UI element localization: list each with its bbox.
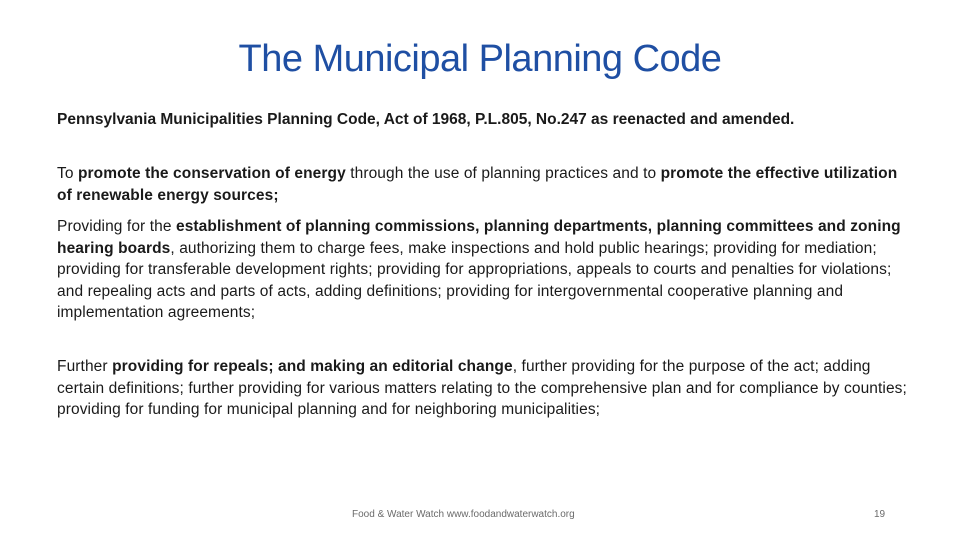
slide-title: The Municipal Planning Code bbox=[238, 38, 722, 80]
paragraph-commissions bbox=[57, 216, 907, 324]
act-citation: Pennsylvania Municipalities Planning Code, Act of 1968, P.L.805, No.247 as reenacted and amended. bbox=[57, 111, 795, 128]
paragraph-emphasis: promote the effective utilization of renewable energy sources; bbox=[57, 165, 898, 204]
paragraph-emphasis: promote the conservation of energy bbox=[77, 165, 346, 182]
paragraph-repeals bbox=[57, 356, 907, 421]
paragraph-text: Further bbox=[57, 358, 113, 375]
footer-source: Food & Water Watch www.foodandwaterwatch.org bbox=[352, 509, 575, 520]
paragraph-text: through the use of planning practices and to bbox=[345, 165, 661, 182]
paragraph-energy bbox=[57, 163, 907, 206]
paragraph-emphasis: establishment of planning commissions, planning departments, planning committees and zoning hearing boards bbox=[57, 218, 901, 257]
page-number: 19 bbox=[874, 509, 886, 520]
paragraph-text: Providing for the bbox=[57, 218, 176, 235]
paragraph-text: To bbox=[57, 165, 78, 182]
paragraph-emphasis: providing for repeals; and making an editorial change bbox=[112, 358, 513, 375]
paragraph-text: , authorizing them to charge fees, make inspections and hold public hearings; providing for mediation; providing for transferable development rights; providing for appropriations, appeals to courts and penalties for violations; and repealing acts and parts of acts, adding definitions; providing for intergovernmental cooperative planning and implementation agreements; bbox=[57, 239, 892, 321]
paragraph-text: , further providing for the purpose of the act; adding certain definitions; further providing for various matters relating to the comprehensive plan and for compliance by counties; providing for funding for municipal planning and for neighboring municipalities; bbox=[57, 358, 907, 418]
